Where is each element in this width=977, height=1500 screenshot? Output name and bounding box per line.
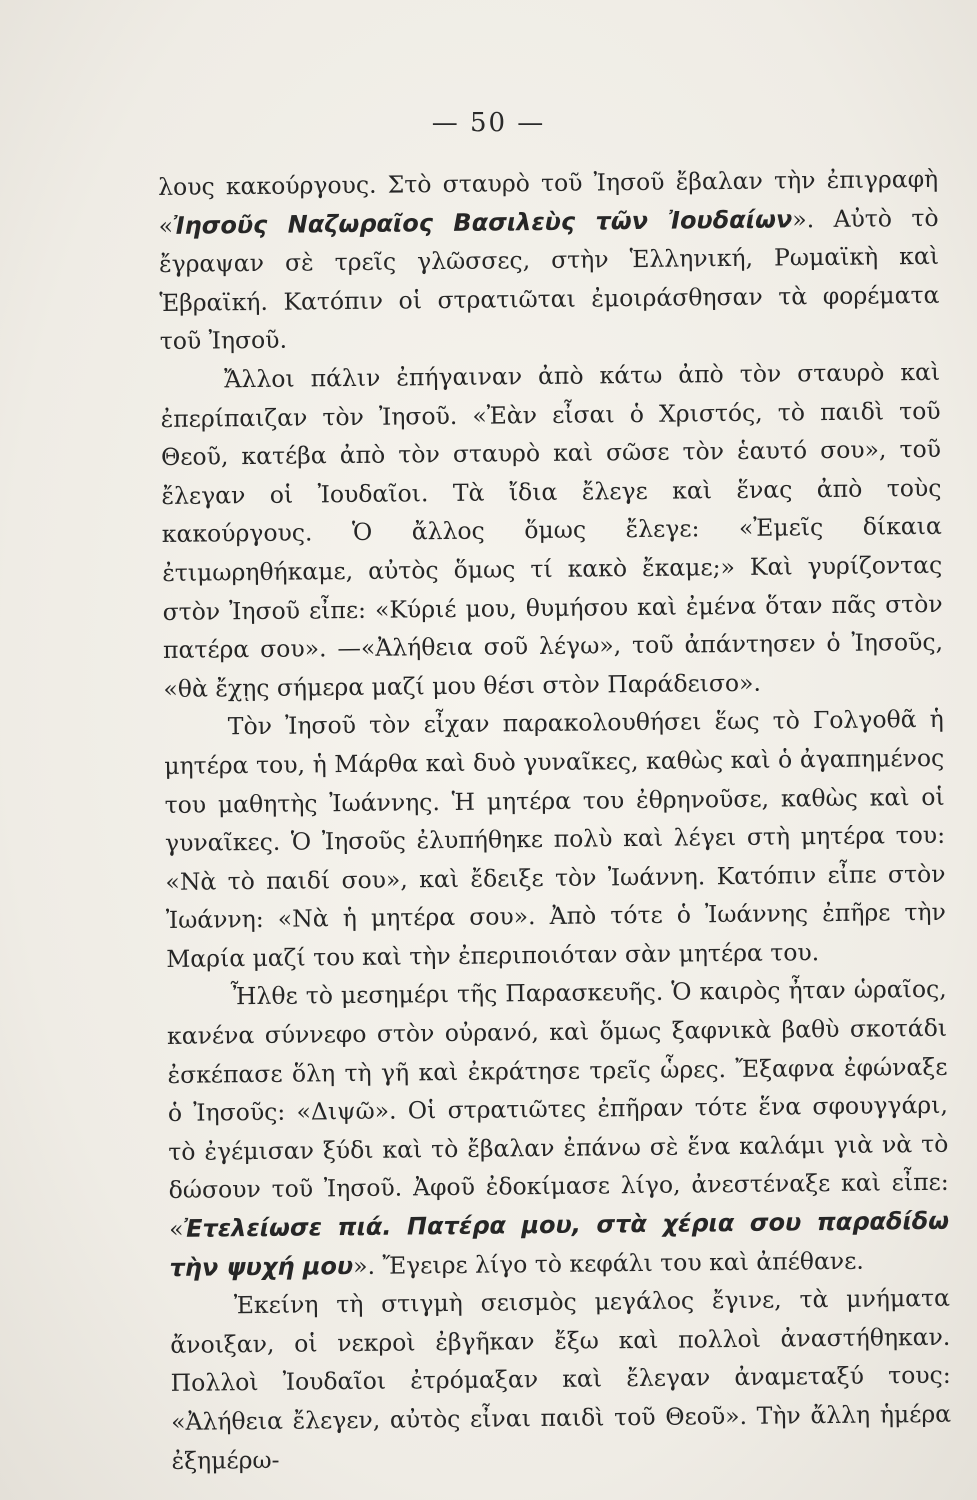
- text-segment: λους κακούργους. Στὸ σταυρὸ τοῦ Ἰησοῦ ἔβαλαν τὴν ἐπιγραφὴ «: [158, 164, 939, 240]
- paragraph: [164, 700, 947, 978]
- emphasized-quote: Ἰησοῦς Ναζωραῖος Βασιλεὺς τῶν Ἰουδαίων: [172, 204, 793, 240]
- text-segment: Ἐκείνη τὴ στιγμὴ σεισμὸς μεγάλος ἔγινε, τὰ μνήματα ἄνοιξαν, οἱ νεκροὶ ἐβγῆκαν ἔξω καὶ πολλοὶ ἀναστήθηκαν. Πολλοὶ Ἰουδαῖοι ἐτρόμαξαν καὶ ἔλεγαν ἀναμεταξύ τους: «Ἀλήθεια ἔλεγεν, αὐτὸς εἶναι παιδὶ τοῦ Θεοῦ». Τὴν ἄλλη ἡμέρα ἐξημέρω-: [170, 1283, 952, 1475]
- text-segment: Ἄλλοι πάλιν ἐπήγαιναν ἀπὸ κάτω ἀπὸ τὸν σταυρὸ καὶ ἐπερίπαιζαν τὸν Ἰησοῦ. «Ἐὰν εἶσαι ὁ Χριστός, τὸ παιδὶ τοῦ Θεοῦ, κατέβα ἀπὸ τὸν σταυρὸ καὶ σῶσε τὸν ἑαυτό σου», τοῦ ἔλεγαν οἱ Ἰουδαῖοι. Τὰ ἴδια ἔλεγε καὶ ἕνας ἀπὸ τοὺς κακούργους. Ὁ ἄλλος ὅμως ἔλεγε: «Ἐμεῖς δίκαια ἐτιμωρηθήκαμε, αὐτὸς ὅμως τί κακὸ ἔκαμε;» Καὶ γυρίζοντας στὸν Ἰησοῦ εἶπε: «Κύριέ μου, θυμήσου καὶ ἐμένα ὅταν πᾶς στὸν πατέρα σου». —«Ἀλήθεια σοῦ λέγω», τοῦ ἀπάντησεν ὁ Ἰησοῦς, «θὰ ἔχῃς σήμερα μαζί μου θέσι στὸν Παράδεισο».: [160, 357, 944, 703]
- text-segment: Τὸν Ἰησοῦ τὸν εἶχαν παρακολουθήσει ἕως τὸ Γολγοθᾶ ἡ μητέρα του, ἡ Μάρθα καὶ δυὸ γυναῖκες, καθὼς καὶ ὁ ἀγαπημένος του μαθητὴς Ἰωάννης. Ἡ μητέρα του ἐθρηνοῦσε, καθὼς καὶ οἱ γυναῖκες. Ὁ Ἰησοῦς ἐλυπήθηκε πολὺ καὶ λέγει στὴ μητέρα του: «Νὰ τὸ παιδί σου», καὶ ἔδειξε τὸν Ἰωάννη. Κατόπιν εἶπε στὸν Ἰωάννη: «Νὰ ἡ μητέρα σου». Ἀπὸ τότε ὁ Ἰωάννης ἐπῆρε τὴν Μαρία μαζί του καὶ τὴν ἐπεριποιόταν σὰν μητέρα του.: [164, 705, 946, 973]
- text-segment: ». Αὐτὸ τὸ ἔγραψαν σὲ τρεῖς γλῶσσες, στὴν Ἑλληνική, Ρωμαϊκὴ καὶ Ἑβραϊκή. Κατόπιν οἱ στρατιῶται ἐμοιράσθησαν τὰ φορέματα τοῦ Ἰησοῦ.: [158, 203, 940, 356]
- text-segment: Ἦλθε τὸ μεσημέρι τῆς Παρασκευῆς. Ὁ καιρὸς ἦταν ὡραῖος, κανένα σύννεφο στὸν οὐρανό, καὶ ὅμως ξαφνικὰ βαθὺ σκοτάδι ἐσκέπασε ὅλη τὴ γῆ καὶ ἐκράτησε τρεῖς ὧρες. Ἔξαφνα ἐφώναξε ὁ Ἰησοῦς: «Διψῶ». Οἱ στρατιῶτες ἐπῆραν τότε ἕνα σφουγγάρι, τὸ ἐγέμισαν ξύδι καὶ τὸ ἔβαλαν ἐπάνω σὲ ἕνα καλάμι γιὰ νὰ τὸ δώσουν τοῦ Ἰησοῦ. Ἀφοῦ ἐδοκίμασε λίγο, ἀνεστέναξε καὶ εἶπε: «: [166, 975, 949, 1243]
- text-segment: ». Ἔγειρε λίγο τὸ κεφάλι του καὶ ἀπέθανε.: [353, 1246, 864, 1280]
- paragraph: [166, 970, 949, 1287]
- paragraph: [170, 1279, 952, 1480]
- paragraph: [160, 353, 944, 708]
- body-text: [158, 160, 952, 1480]
- page-number: — 50 —: [431, 108, 546, 138]
- emphasized-quote: Ἐτελείωσε πιά. Πατέρα μου, στὰ χέρια σου παραδίδω τὴν ψυχή μου: [169, 1206, 950, 1282]
- paragraph: [158, 160, 940, 361]
